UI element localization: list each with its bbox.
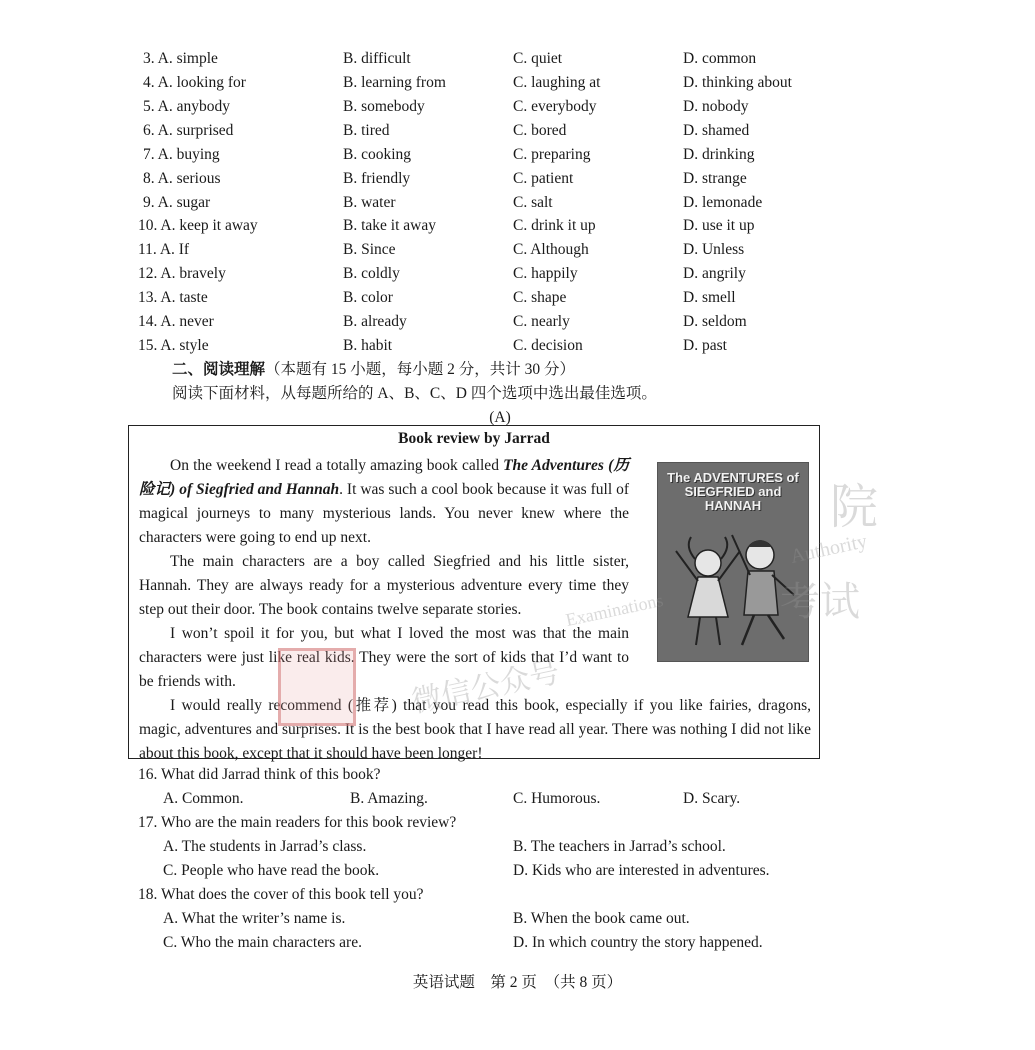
option-row: [0, 71, 1035, 95]
option-c: C. shape: [513, 289, 567, 306]
option-a: 5. A. anybody: [143, 98, 230, 115]
option-b: B. habit: [343, 337, 393, 354]
book-review-box: [128, 425, 820, 762]
option-d: D. lemonade: [683, 194, 763, 211]
option-c: C. preparing: [513, 146, 591, 163]
red-seal-stamp: [278, 648, 356, 726]
option-a: 4. A. looking for: [143, 74, 246, 91]
option-row: [0, 310, 1035, 334]
option-a: 13. A. taste: [138, 289, 208, 306]
book-cover-image: [657, 462, 809, 662]
option-row: [0, 119, 1035, 143]
review-paragraph-2: The main characters are a boy called Siegfried and his little sister, Hannah. They are always ready for a mysterious adventure every time they step out their door. The book contains twelve separate stories.: [139, 553, 629, 618]
review-title: Book review by Jarrad: [398, 430, 550, 447]
cover-title-line: The ADVENTURES of: [667, 470, 799, 485]
option-a: 9. A. sugar: [143, 194, 211, 211]
review-p1-text: On the weekend I read a totally amazing book called: [170, 457, 504, 474]
option-b: B. learning from: [343, 74, 446, 91]
answer-b: B. Amazing.: [350, 790, 428, 807]
option-a: 8. A. serious: [143, 170, 221, 187]
cover-illustration: [658, 463, 808, 661]
option-d: D. thinking about: [683, 74, 792, 91]
option-b: B. already: [343, 313, 407, 330]
option-c: C. salt: [513, 194, 553, 211]
question-17: 17. Who are the main readers for this book review?: [138, 814, 457, 831]
option-a: 14. A. never: [138, 313, 214, 330]
answer-d: D. Scary.: [683, 790, 741, 807]
option-b: B. color: [343, 289, 393, 306]
option-d: D. common: [683, 50, 757, 67]
option-b: B. water: [343, 194, 396, 211]
option-a: 12. A. bravely: [138, 265, 226, 282]
option-c: C. bored: [513, 122, 567, 139]
option-row: [0, 143, 1035, 167]
option-d: D. strange: [683, 170, 747, 187]
answer-a: A. What the writer’s name is.: [163, 910, 346, 927]
section-instruction: 阅读下面材料，从每题所给的 A、B、C、D 四个选项中选出最佳选项。: [172, 385, 657, 402]
question-16: 16. What did Jarrad think of this book?: [138, 766, 381, 783]
option-c: C. everybody: [513, 98, 597, 115]
watermark-text: 考试: [780, 579, 860, 624]
option-row: [0, 214, 1035, 238]
option-b: B. friendly: [343, 170, 411, 187]
cover-title-line: SIEGFRIED and: [684, 484, 782, 499]
option-d: D. shamed: [683, 122, 750, 139]
answer-b: B. The teachers in Jarrad’s school.: [513, 838, 726, 855]
option-c: C. Although: [513, 241, 589, 258]
option-d: D. Unless: [683, 241, 745, 258]
option-a: 15. A. style: [138, 337, 209, 354]
option-row: [0, 47, 1035, 71]
review-paragraph-1: [139, 454, 629, 550]
book-title: The Adventures (历险记) of Siegfried and Hannah: [139, 457, 629, 498]
section-heading-title: 二、阅读理解: [172, 361, 266, 378]
option-row: [0, 262, 1035, 286]
option-b: B. cooking: [343, 146, 412, 163]
answer-c: C. People who have read the book.: [163, 862, 380, 879]
answer-b: B. When the book came out.: [513, 910, 690, 927]
option-d: D. drinking: [683, 146, 755, 163]
option-d: D. nobody: [683, 98, 749, 115]
answer-d: D. Kids who are interested in adventures.: [513, 862, 770, 879]
passage-label: (A): [489, 409, 511, 426]
watermark-text: 院: [830, 481, 879, 534]
answer-a: A. The students in Jarrad’s class.: [163, 838, 367, 855]
option-d: D. use it up: [683, 217, 755, 234]
option-c: C. patient: [513, 170, 574, 187]
option-a: 11. A. If: [138, 241, 190, 258]
watermark-text: 微信公众号: [408, 655, 563, 720]
option-c: C. nearly: [513, 313, 570, 330]
option-b: B. difficult: [343, 50, 411, 67]
answer-d: D. In which country the story happened.: [513, 934, 763, 951]
option-a: 3. A. simple: [143, 50, 218, 67]
option-c: C. drink it up: [513, 217, 596, 234]
option-c: C. happily: [513, 265, 578, 282]
option-b: B. tired: [343, 122, 390, 139]
review-paragraph-4: I would really recommend (推荐) that you read this book, especially if you like fairies, dragons, magic, adventures and surprises. It is the best book that I have read all year. There was nothing I did not like about this book, except that it should have been longer!: [139, 697, 811, 762]
question-18: 18. What does the cover of this book tell you?: [138, 886, 424, 903]
answer-c: C. Who the main characters are.: [163, 934, 362, 951]
option-b: B. Since: [343, 241, 396, 258]
watermark-text: Authority: [788, 530, 870, 568]
option-b: B. coldly: [343, 265, 400, 282]
option-d: D. past: [683, 337, 727, 354]
option-row: [0, 238, 1035, 262]
option-a: 7. A. buying: [143, 146, 220, 163]
option-d: D. smell: [683, 289, 736, 306]
option-d: D. angrily: [683, 265, 746, 282]
option-row: [0, 167, 1035, 191]
page-footer: 英语试题 第 2 页 （共 8 页）: [412, 974, 623, 991]
option-a: 6. A. surprised: [143, 122, 234, 139]
option-c: C. quiet: [513, 50, 563, 67]
option-row: [0, 334, 1035, 358]
answer-a: A. Common.: [163, 790, 244, 807]
review-paragraph-3: I won’t spoil it for you, but what I loved the most was that the main characters were just like real kids. They were the sort of kids that I’d want to be friends with.: [139, 625, 629, 690]
section-heading-note: （本题有 15 小题，每小题 2 分，共计 30 分）: [265, 361, 576, 378]
cover-title-line: HANNAH: [704, 498, 762, 513]
option-d: D. seldom: [683, 313, 747, 330]
review-p1-text-end: . It was such a cool book because it was full of magical journeys to many mysterious lands. You never knew where the characters were going to end up next.: [139, 481, 629, 546]
option-c: C. laughing at: [513, 74, 601, 91]
option-c: C. decision: [513, 337, 583, 354]
option-a: 10. A. keep it away: [138, 217, 258, 234]
answer-c: C. Humorous.: [513, 790, 601, 807]
option-b: B. take it away: [343, 217, 436, 234]
section-heading: [172, 358, 575, 382]
option-row: [0, 95, 1035, 119]
option-b: B. somebody: [343, 98, 425, 115]
watermark-text: Examinations: [563, 589, 665, 631]
option-row: [0, 191, 1035, 215]
option-row: [0, 286, 1035, 310]
